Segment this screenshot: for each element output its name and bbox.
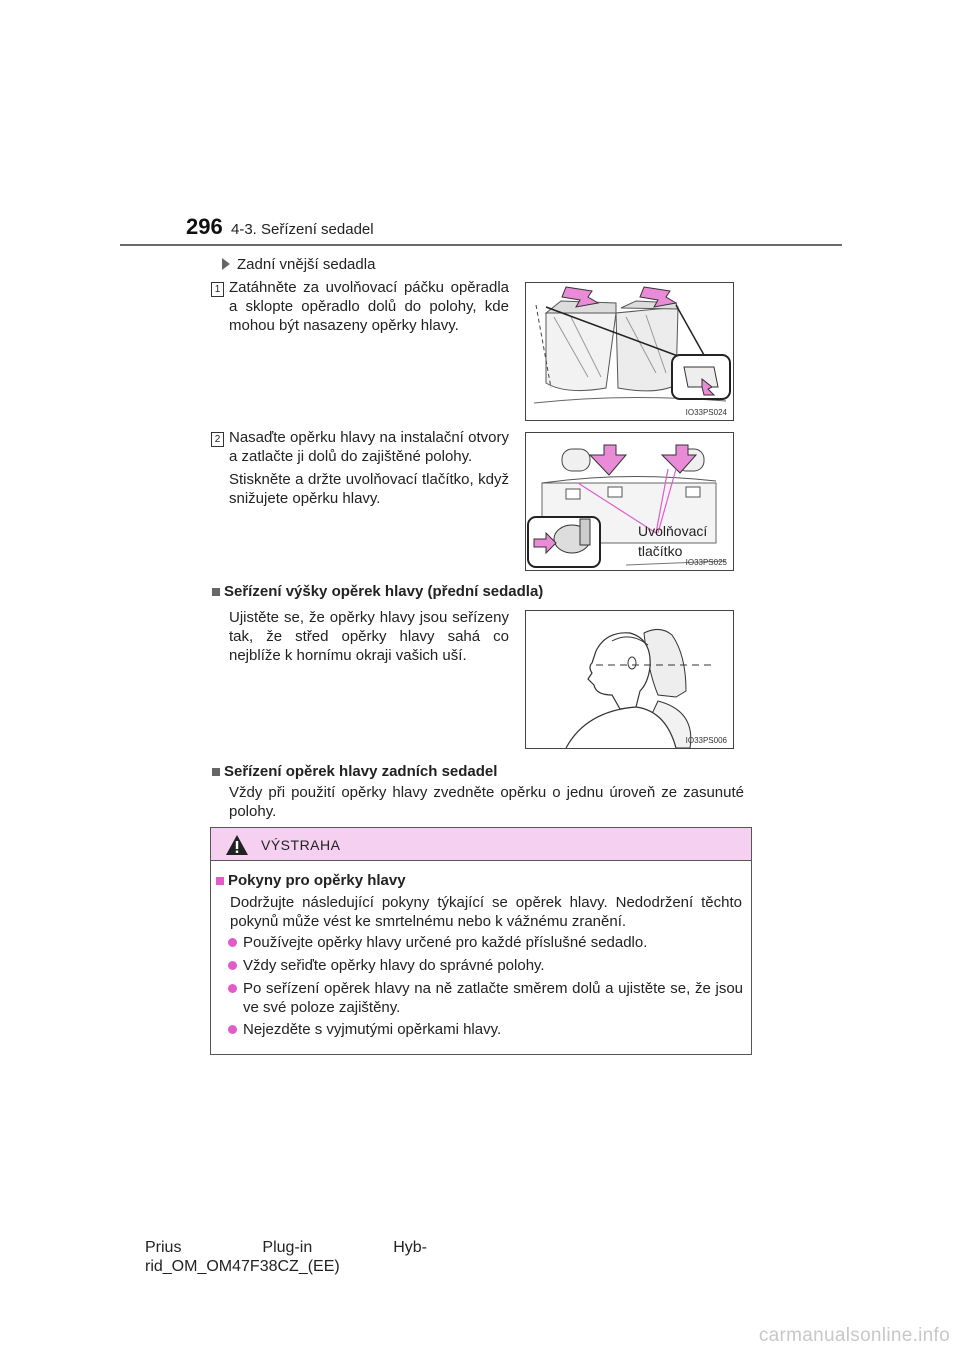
header-rule	[120, 244, 842, 246]
step-2-text: Nasaďte opěrku hlavy na instalační otvory a zatlačte ji dolů do zajištěné polohy.	[229, 429, 509, 465]
figure-code: IO33PS006	[685, 736, 727, 745]
step-1-text: Zatáhněte za uvolňovací páčku opěradla a sklopte opěradlo dolů do polohy, kde mohou být nasazeny opěrky hlavy.	[229, 279, 509, 334]
figure-headrest-height	[525, 610, 734, 749]
warning-box	[210, 827, 752, 1055]
bullet-dot-icon	[228, 1025, 237, 1034]
bullet-dot-icon	[228, 938, 237, 947]
figure-headrest-install	[525, 432, 734, 571]
rear-seats-title: Zadní vnější sedadla	[237, 256, 376, 273]
step-number-1: 1	[211, 282, 224, 297]
section-title: 4-3. Seřízení sedadel	[231, 221, 374, 238]
warning-bullet-2: Vždy seřiďte opěrky hlavy do správné polohy.	[243, 957, 545, 974]
rear-seat-fold-illustration	[526, 283, 733, 420]
warning-title: VÝSTRAHA	[261, 837, 341, 853]
rear-adjust-text: Vždy při použití opěrky hlavy zvedněte opěrku o jednu úroveň ze zasunuté polohy.	[229, 784, 744, 820]
bullet-dot-icon	[228, 984, 237, 993]
headrest-height-illustration	[526, 611, 733, 748]
page-number: 296	[186, 214, 223, 239]
front-height-heading: Seřízení výšky opěrek hlavy (přední sedadla)	[224, 583, 544, 600]
warning-intro: Dodržujte následující pokyny týkající se opěrek hlavy. Nedodržení těchto pokynů může vést ke smrtelnému nebo k vážnému zranění.	[230, 894, 742, 930]
figure-code: IO33PS025	[685, 558, 727, 567]
footer	[145, 1238, 427, 1276]
square-bullet-icon	[212, 768, 220, 776]
figure-label-release-button	[638, 521, 707, 561]
warning-bullet-1: Používejte opěrky hlavy určené pro každé příslušné sedadlo.	[243, 934, 648, 951]
figure-label-line-1: Uvolňovací	[638, 523, 708, 539]
figure-rear-seat-fold	[525, 282, 734, 421]
warning-header	[211, 828, 751, 861]
step-2-subtext: Stiskněte a držte uvolňovací tlačítko, když snižujete opěrku hlavy.	[229, 471, 509, 507]
triangle-bullet-icon	[222, 258, 230, 270]
rear-adjust-heading: Seřízení opěrek hlavy zadních sedadel	[224, 763, 498, 780]
warning-triangle-icon	[225, 834, 249, 856]
step-number-2: 2	[211, 432, 224, 447]
warning-bullet-4: Nejezděte s vyjmutými opěrkami hlavy.	[243, 1021, 502, 1038]
warning-bullet-3: Po seřízení opěrek hlavy na ně zatlačte směrem dolů a ujistěte se, že jsou ve své poloze zajištěny.	[243, 980, 743, 1016]
footer-line-2: rid_OM_OM47F38CZ_(EE)	[145, 1258, 340, 1275]
figure-label-line-2: tlačítko	[638, 543, 683, 559]
square-bullet-icon	[216, 877, 224, 885]
watermark: carmanualsonline.info	[758, 1325, 950, 1346]
figure-code: IO33PS024	[685, 408, 727, 417]
square-bullet-icon	[212, 588, 220, 596]
bullet-dot-icon	[228, 961, 237, 970]
warning-subheading: Pokyny pro opěrky hlavy	[228, 872, 406, 889]
footer-line-1: Prius Plug-in Hyb-	[145, 1239, 427, 1256]
front-height-text: Ujistěte se, že opěrky hlavy jsou seřízeny tak, že střed opěrky hlavy sahá co nejblíže k hornímu okraji vašich uší.	[229, 609, 509, 664]
